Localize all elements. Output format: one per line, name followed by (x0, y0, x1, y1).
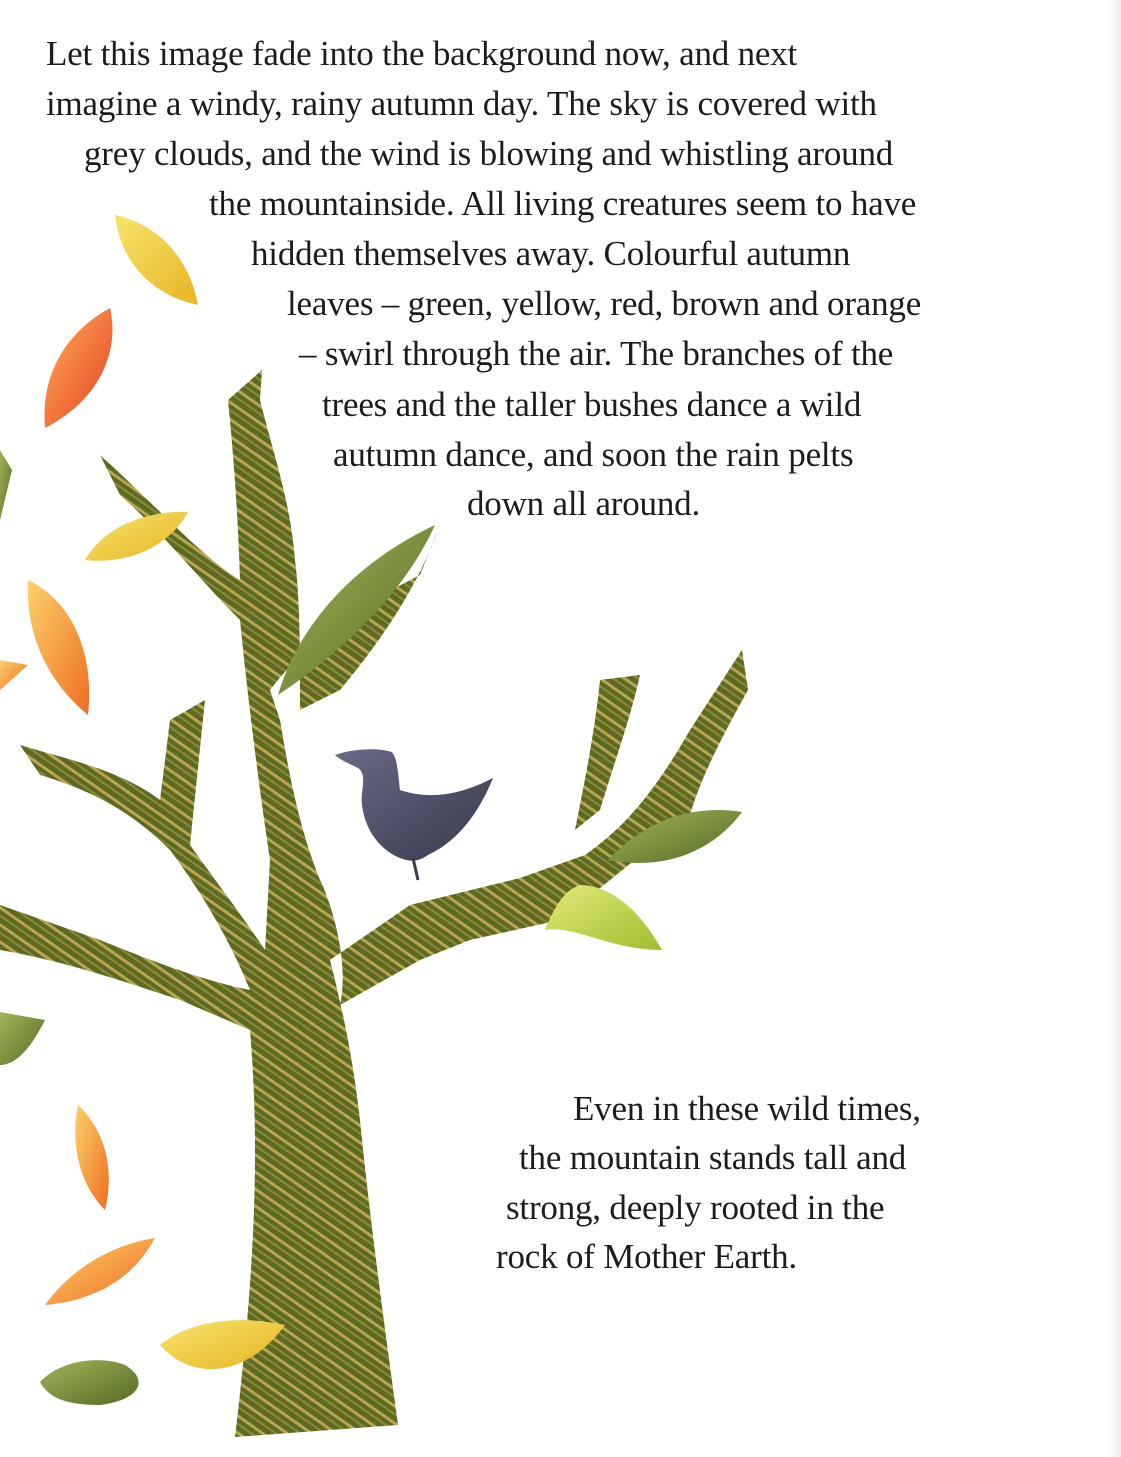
paragraph-line: Let this image fade into the background now, and next (46, 34, 798, 73)
paragraph-line: rock of Mother Earth. (496, 1237, 797, 1276)
paragraph-line: trees and the taller bushes dance a wild (322, 385, 862, 424)
paragraph-line: imagine a windy, rainy autumn day. The sky is covered with (46, 84, 877, 123)
leaf (45, 1238, 155, 1305)
paragraph-line: Even in these wild times, (573, 1089, 921, 1128)
paragraph-line: the mountain stands tall and (519, 1138, 907, 1177)
leaf (0, 450, 12, 520)
tree-branch-right (575, 675, 640, 830)
page-edge-shadow (1107, 0, 1121, 1457)
leaf (0, 1012, 45, 1065)
paragraph-line: down all around. (467, 484, 700, 523)
bird (335, 749, 493, 880)
paragraph-line: grey clouds, and the wind is blowing and whistling around (84, 134, 894, 173)
paragraph-line: hidden themselves away. Colourful autumn (251, 234, 851, 273)
paragraph-line: strong, deeply rooted in the (506, 1188, 885, 1227)
leaf (44, 308, 112, 428)
paragraph-line: – swirl through the air. The branches of the (299, 334, 894, 373)
leaf (28, 580, 89, 715)
paragraph-line: autumn dance, and soon the rain pelts (333, 435, 854, 474)
paragraph-line: leaves – green, yellow, red, brown and orange (287, 284, 922, 323)
leaf (0, 660, 28, 690)
leaf (75, 1105, 108, 1210)
paragraph-line: the mountainside. All living creatures seem to have (209, 184, 917, 223)
leaf (115, 215, 198, 305)
leaf (40, 1360, 139, 1405)
